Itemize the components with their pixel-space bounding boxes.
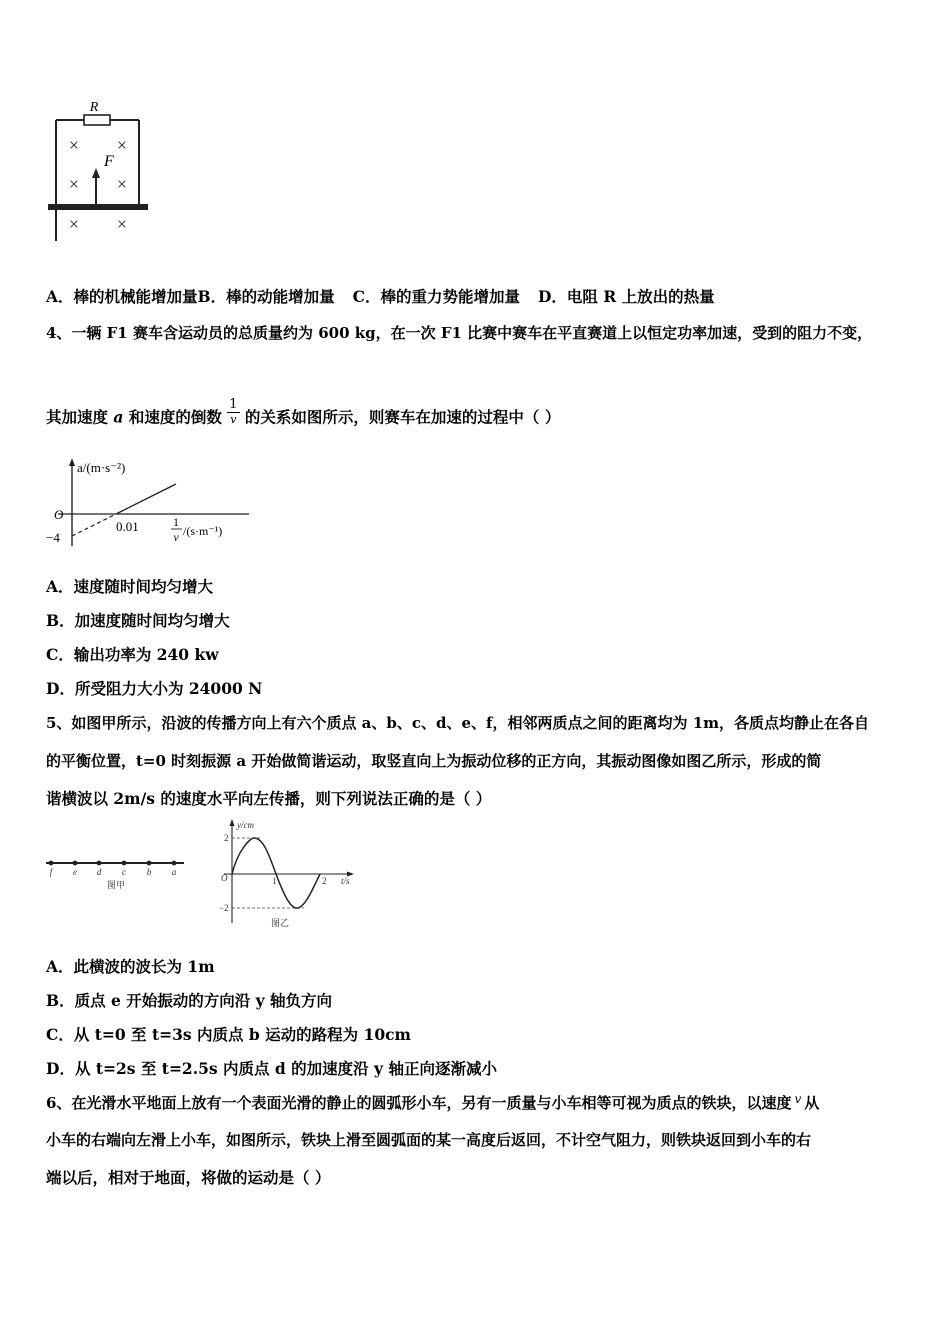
particle-label: d [96, 867, 102, 877]
y-max-label: 2 [224, 833, 229, 843]
x-axis-label-unit: /(s·m⁻¹) [183, 524, 223, 538]
q5-figure-yi [214, 818, 364, 930]
origin-label: O [221, 873, 228, 883]
field-cross: × [116, 174, 128, 194]
figure-caption: 图乙 [270, 918, 290, 928]
q5-option-b: B．质点 e 开始振动的方向沿 y 轴负方向 [46, 991, 333, 1010]
field-cross: × [68, 174, 80, 194]
y-axis-label: a/(m·s⁻²) [77, 460, 126, 475]
q4-acceleration-graph [44, 456, 254, 556]
q5-option-c: C．从 t=0 至 t=3s 内质点 b 运动的路程为 10cm [46, 1025, 411, 1044]
x-axis-label-den: v [173, 530, 179, 544]
q3-option-a: A．棒的机械能增加量 [46, 287, 198, 306]
particle-label: b [146, 867, 152, 877]
y-min-label: −2 [219, 903, 229, 913]
q5-option-d: D．从 t=2s 至 t=2.5s 内质点 d 的加速度沿 y 轴正向逐渐减小 [46, 1059, 497, 1078]
force-label: F [104, 153, 114, 170]
q6-stem-line1: 6、在光滑水平地面上放有一个表面光滑的静止的圆弧形小车，另有一质量与小车相等可视为质点的铁块，以速度 $^v$ 从 [46, 1092, 820, 1112]
particle-d [97, 861, 102, 866]
resistor-label: R [89, 100, 99, 115]
q5-stem-line1: 5、如图甲所示，沿波的传播方向上有六个质点 a、b、c、d、e、f，相邻两质点之间的距离均为 1m，各质点均静止在各自 [46, 714, 870, 732]
inverse-v-fraction: 1 v [229, 397, 238, 426]
q4-stem-line1: 4、一辆 F1 赛车含运动员的总质量约为 600 kg，在一次 F1 比赛中赛车在平直赛道上以恒定功率加速，受到的阻力不变， [46, 324, 873, 342]
q6-stem-line3: 端以后，相对于地面，将做的运动是（ ） [46, 1168, 331, 1187]
x-tick-2: 2 [322, 876, 327, 886]
q4-option-d: D．所受阻力大小为 24000 N [46, 679, 263, 698]
conducting-rod [48, 204, 148, 210]
x-axis-label: t/s [341, 876, 350, 886]
particle-label: c [122, 867, 126, 877]
particle-label: e [73, 867, 77, 877]
velocity-symbol: v [794, 1092, 802, 1106]
q6-stem-line2: 小车的右端向左滑上小车，如图所示，铁块上滑至圆弧面的某一高度后返回，不计空气阻力，则铁块返回到小车的右 [46, 1131, 812, 1149]
particle-b [147, 861, 152, 866]
q5-figure-jia [44, 852, 189, 892]
q4-option-a: A．速度随时间均匀增大 [46, 577, 214, 596]
x-axis-label-num: 1 [173, 515, 179, 529]
particle-c [122, 861, 127, 866]
q3-options [46, 285, 715, 307]
q5-stem-line2: 的平衡位置，t=0 时刻振源 a 开始做简谐运动，取竖直向上为振动位移的正方向，其振动图像如图乙所示，形成的简 [46, 752, 822, 770]
origin-label: O [54, 507, 64, 522]
q3-option-c: C．棒的重力势能增加量 [352, 287, 520, 306]
particle-label: a [171, 867, 177, 877]
q5-option-a: A．此横波的波长为 1m [46, 957, 215, 976]
particle-f [49, 861, 54, 866]
x-intercept-label: 0.01 [116, 519, 139, 534]
field-cross: × [116, 135, 128, 155]
q3-option-d: D．电阻 R 上放出的热量 [537, 287, 715, 306]
particle-e [73, 861, 78, 866]
q4-option-c: C．输出功率为 240 kw [46, 645, 219, 664]
field-cross: × [116, 214, 128, 234]
figure-caption: 图甲 [106, 880, 126, 890]
field-cross: × [68, 214, 80, 234]
q4-option-b: B．加速度随时间均匀增大 [46, 611, 230, 630]
field-cross: × [68, 135, 80, 155]
y-intercept-label: −4 [46, 530, 60, 545]
particle-a [172, 861, 177, 866]
y-axis-label: y/cm [237, 820, 254, 830]
x-tick-1: 1 [272, 876, 277, 886]
q3-option-b: B．棒的动能增加量 [197, 287, 335, 306]
particle-label: f [49, 867, 53, 877]
q5-stem-line3: 谐横波以 2m/s 的速度水平向左传播，则下列说法正确的是（ ） [46, 789, 492, 808]
circuit-figure [44, 96, 154, 246]
q4-stem-line2: 其加速度 a 和速度的倒数 1 v 的关系如图所示，则赛车在加速的过程中（ ） [46, 397, 561, 427]
